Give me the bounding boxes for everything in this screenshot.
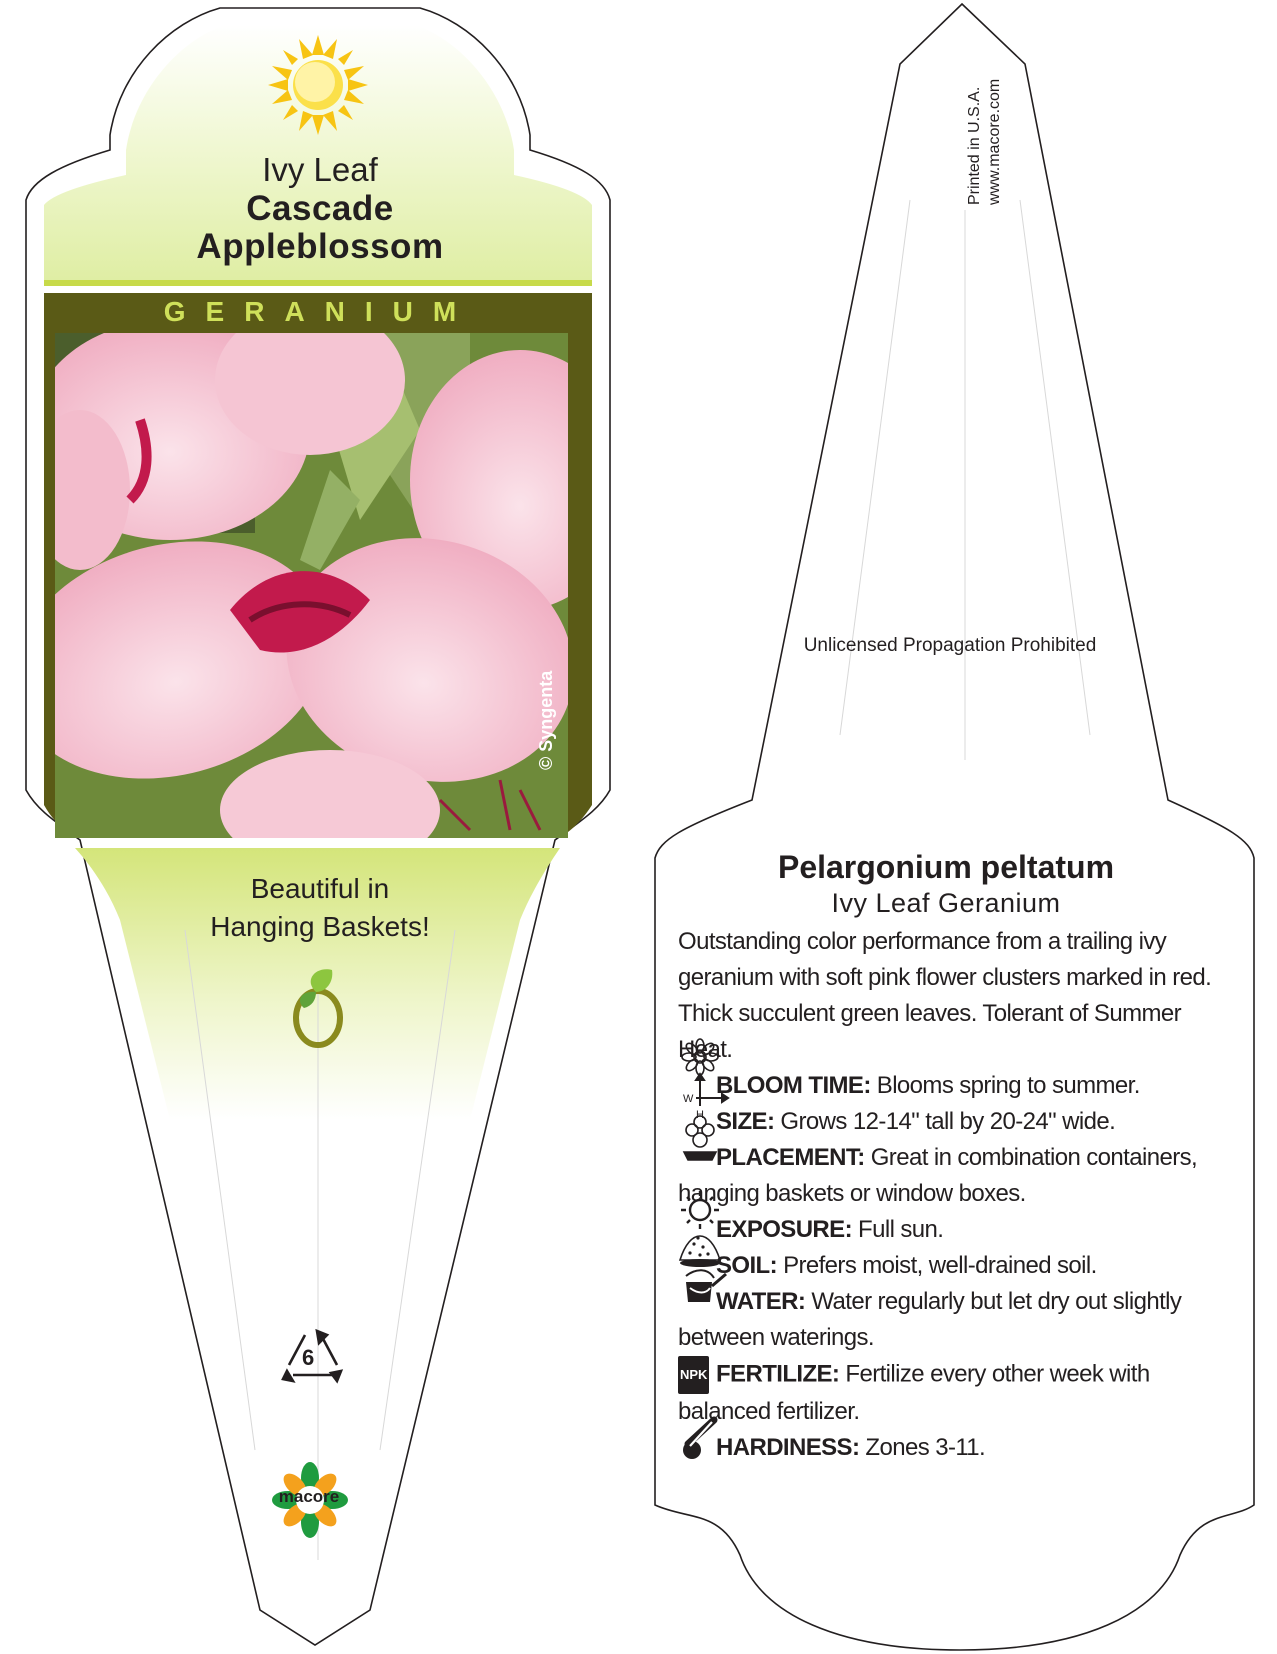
attr-value: Full sun. [851,1216,944,1243]
plant-title [0,150,640,266]
title-line-1: Ivy Leaf [262,151,378,188]
attr-key: SIZE: [716,1108,775,1135]
attr-key: PLACEMENT: [716,1144,865,1171]
care-info [678,848,1238,1466]
scientific-name: Pelargonium peltatum [777,849,1115,885]
tagline-line-2: Hanging Baskets! [210,911,430,942]
common-name: Ivy Leaf Geranium [831,888,1061,918]
attr-size [678,1104,1238,1140]
attr-value: Great in combination containers, hanging baskets or window boxes. [678,1144,1198,1207]
title-line-2: Cascade [246,189,394,228]
attr-bloom-time [678,1068,1238,1104]
svg-text:W: W [683,1093,694,1105]
brand-name: macore [278,1487,340,1506]
title-rule [44,280,592,286]
attr-fertilize [678,1356,1238,1430]
tagline-line-1: Beautiful in [250,873,390,904]
attr-value: Fertilize every other week with balanced fertilizer. [678,1360,1150,1425]
npk-icon: NPK [678,1356,709,1394]
attr-value: Water regularly but let dry out slightly between waterings. [678,1288,1182,1351]
photo-credit: © Syngenta [536,670,556,770]
printed-line-2: www.macore.com [986,78,1003,205]
attr-key: BLOOM TIME: [716,1072,871,1099]
attr-key: SOIL: [716,1252,777,1279]
attr-hardiness [678,1430,1238,1466]
attr-key: FERTILIZE: [716,1360,840,1388]
attr-exposure [678,1212,1238,1248]
flower-photo [0,305,630,870]
title-line-3: Appleblossom [196,227,444,266]
attr-value: Grows 12-14" tall by 20-24" wide. [774,1108,1116,1135]
attr-value: Zones 3-11. [859,1434,986,1461]
description: Outstanding color performance from a trailing ivy geranium with soft pink flower clusters marked in red. Thick succulent green leaves. Tolerant of Summer Heat. [678,928,1212,1063]
attr-water [678,1284,1238,1356]
genus-label: GERANIUM [163,296,477,327]
printed-line-1: Printed in U.S.A. [966,86,983,205]
tagline [110,870,530,946]
attr-key: EXPOSURE: [716,1216,852,1243]
unlicensed-notice: Unlicensed Propagation Prohibited [803,635,1097,656]
attr-placement [678,1140,1238,1212]
attr-value: Blooms spring to summer. [870,1072,1140,1099]
sun-icon [268,35,368,135]
attr-value: Prefers moist, well-drained soil. [777,1252,1097,1279]
recycle-code: 6 [302,1345,315,1370]
attr-key: WATER: [716,1288,806,1315]
svg-text:H: H [696,1109,704,1121]
attr-soil [678,1248,1238,1284]
attr-key: HARDINESS: [716,1434,860,1461]
printed-info [965,79,1005,205]
